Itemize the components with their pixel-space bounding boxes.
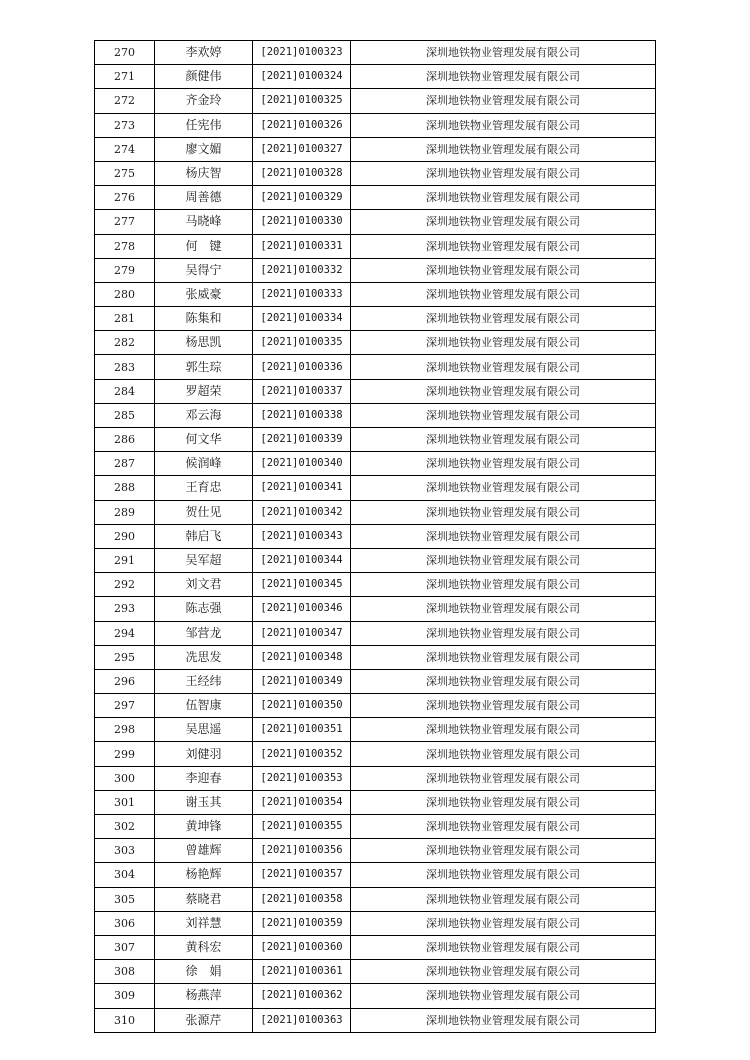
company-name-cell: 深圳地铁物业管理发展有限公司 (351, 597, 656, 621)
person-name-cell: 徐 娟 (155, 960, 253, 984)
table-row (95, 694, 656, 718)
table-row (95, 790, 656, 814)
person-name-cell: 邹营龙 (155, 621, 253, 645)
person-name-cell: 颜健伟 (155, 65, 253, 89)
certificate-number-cell: [2021]0100323 (253, 41, 351, 65)
row-number-cell: 293 (95, 597, 155, 621)
table-row (95, 524, 656, 548)
company-name-cell: 深圳地铁物业管理发展有限公司 (351, 911, 656, 935)
row-number-cell: 292 (95, 573, 155, 597)
company-name-cell: 深圳地铁物业管理发展有限公司 (351, 331, 656, 355)
row-number-cell: 279 (95, 258, 155, 282)
person-name-cell: 李欢婷 (155, 41, 253, 65)
person-name-cell: 杨燕萍 (155, 984, 253, 1008)
certificate-number-cell: [2021]0100330 (253, 210, 351, 234)
company-name-cell: 深圳地铁物业管理发展有限公司 (351, 355, 656, 379)
certificate-number-cell: [2021]0100341 (253, 476, 351, 500)
certificate-number-cell: [2021]0100325 (253, 89, 351, 113)
row-number-cell: 283 (95, 355, 155, 379)
person-name-cell: 廖文媚 (155, 137, 253, 161)
company-name-cell: 深圳地铁物业管理发展有限公司 (351, 984, 656, 1008)
company-name-cell: 深圳地铁物业管理发展有限公司 (351, 137, 656, 161)
person-name-cell: 黄科宏 (155, 935, 253, 959)
certificate-number-cell: [2021]0100354 (253, 790, 351, 814)
company-name-cell: 深圳地铁物业管理发展有限公司 (351, 742, 656, 766)
row-number-cell: 286 (95, 428, 155, 452)
row-number-cell: 282 (95, 331, 155, 355)
table-row (95, 742, 656, 766)
certificate-number-cell: [2021]0100342 (253, 500, 351, 524)
person-name-cell: 曾雄辉 (155, 839, 253, 863)
row-number-cell: 306 (95, 911, 155, 935)
certificate-number-cell: [2021]0100338 (253, 403, 351, 427)
person-name-cell: 陈集和 (155, 307, 253, 331)
row-number-cell: 285 (95, 403, 155, 427)
person-name-cell: 黄坤锋 (155, 815, 253, 839)
row-number-cell: 289 (95, 500, 155, 524)
company-name-cell: 深圳地铁物业管理发展有限公司 (351, 161, 656, 185)
company-name-cell: 深圳地铁物业管理发展有限公司 (351, 307, 656, 331)
person-name-cell: 张源芹 (155, 1008, 253, 1032)
table-row (95, 815, 656, 839)
row-number-cell: 300 (95, 766, 155, 790)
table-row (95, 186, 656, 210)
company-name-cell: 深圳地铁物业管理发展有限公司 (351, 1008, 656, 1032)
row-number-cell: 307 (95, 935, 155, 959)
table-row (95, 597, 656, 621)
table-row (95, 210, 656, 234)
row-number-cell: 290 (95, 524, 155, 548)
table-row (95, 41, 656, 65)
certificate-number-cell: [2021]0100336 (253, 355, 351, 379)
table-row (95, 935, 656, 959)
person-name-cell: 伍智康 (155, 694, 253, 718)
row-number-cell: 309 (95, 984, 155, 1008)
person-name-cell: 刘文君 (155, 573, 253, 597)
table-row (95, 258, 656, 282)
person-name-cell: 罗超荣 (155, 379, 253, 403)
certificate-number-cell: [2021]0100348 (253, 645, 351, 669)
row-number-cell: 295 (95, 645, 155, 669)
row-number-cell: 273 (95, 113, 155, 137)
certificate-number-cell: [2021]0100353 (253, 766, 351, 790)
row-number-cell: 276 (95, 186, 155, 210)
table-row (95, 863, 656, 887)
table-row (95, 573, 656, 597)
person-name-cell: 张威豪 (155, 282, 253, 306)
table-row (95, 984, 656, 1008)
certificate-number-cell: [2021]0100340 (253, 452, 351, 476)
table-row (95, 307, 656, 331)
certificate-number-cell: [2021]0100339 (253, 428, 351, 452)
person-name-cell: 韩启飞 (155, 524, 253, 548)
company-name-cell: 深圳地铁物业管理发展有限公司 (351, 621, 656, 645)
row-number-cell: 296 (95, 669, 155, 693)
table-body (95, 41, 656, 1033)
table-row (95, 428, 656, 452)
row-number-cell: 302 (95, 815, 155, 839)
person-name-cell: 李迎春 (155, 766, 253, 790)
person-name-cell: 任宪伟 (155, 113, 253, 137)
row-number-cell: 303 (95, 839, 155, 863)
row-number-cell: 288 (95, 476, 155, 500)
person-name-cell: 杨庆智 (155, 161, 253, 185)
company-name-cell: 深圳地铁物业管理发展有限公司 (351, 258, 656, 282)
company-name-cell: 深圳地铁物业管理发展有限公司 (351, 839, 656, 863)
certificate-number-cell: [2021]0100344 (253, 548, 351, 572)
row-number-cell: 301 (95, 790, 155, 814)
person-name-cell: 马晓峰 (155, 210, 253, 234)
table-row (95, 403, 656, 427)
person-name-cell: 冼思发 (155, 645, 253, 669)
person-name-cell: 谢玉其 (155, 790, 253, 814)
person-name-cell: 何文华 (155, 428, 253, 452)
person-name-cell: 周善德 (155, 186, 253, 210)
row-number-cell: 280 (95, 282, 155, 306)
person-name-cell: 郭生琮 (155, 355, 253, 379)
company-name-cell: 深圳地铁物业管理发展有限公司 (351, 524, 656, 548)
company-name-cell: 深圳地铁物业管理发展有限公司 (351, 186, 656, 210)
certificate-number-cell: [2021]0100335 (253, 331, 351, 355)
certificate-number-cell: [2021]0100359 (253, 911, 351, 935)
company-name-cell: 深圳地铁物业管理发展有限公司 (351, 669, 656, 693)
company-name-cell: 深圳地铁物业管理发展有限公司 (351, 476, 656, 500)
person-name-cell: 刘祥慧 (155, 911, 253, 935)
certificate-number-cell: [2021]0100361 (253, 960, 351, 984)
company-name-cell: 深圳地铁物业管理发展有限公司 (351, 548, 656, 572)
certificate-number-cell: [2021]0100351 (253, 718, 351, 742)
table-row (95, 161, 656, 185)
table-row (95, 137, 656, 161)
table-row (95, 669, 656, 693)
company-name-cell: 深圳地铁物业管理发展有限公司 (351, 573, 656, 597)
table-row (95, 113, 656, 137)
certificate-number-cell: [2021]0100347 (253, 621, 351, 645)
person-name-cell: 蔡晓君 (155, 887, 253, 911)
certificate-number-cell: [2021]0100355 (253, 815, 351, 839)
table-row (95, 282, 656, 306)
certificate-number-cell: [2021]0100360 (253, 935, 351, 959)
company-name-cell: 深圳地铁物业管理发展有限公司 (351, 379, 656, 403)
certificate-number-cell: [2021]0100324 (253, 65, 351, 89)
certificate-number-cell: [2021]0100363 (253, 1008, 351, 1032)
company-name-cell: 深圳地铁物业管理发展有限公司 (351, 282, 656, 306)
company-name-cell: 深圳地铁物业管理发展有限公司 (351, 210, 656, 234)
certificate-number-cell: [2021]0100352 (253, 742, 351, 766)
row-number-cell: 305 (95, 887, 155, 911)
certificate-number-cell: [2021]0100334 (253, 307, 351, 331)
row-number-cell: 271 (95, 65, 155, 89)
person-name-cell: 吴军超 (155, 548, 253, 572)
row-number-cell: 275 (95, 161, 155, 185)
company-name-cell: 深圳地铁物业管理发展有限公司 (351, 452, 656, 476)
row-number-cell: 291 (95, 548, 155, 572)
table-row (95, 355, 656, 379)
person-name-cell: 何 键 (155, 234, 253, 258)
row-number-cell: 310 (95, 1008, 155, 1032)
company-name-cell: 深圳地铁物业管理发展有限公司 (351, 815, 656, 839)
table-row (95, 839, 656, 863)
table-row (95, 331, 656, 355)
table-row (95, 476, 656, 500)
row-number-cell: 304 (95, 863, 155, 887)
company-name-cell: 深圳地铁物业管理发展有限公司 (351, 403, 656, 427)
row-number-cell: 308 (95, 960, 155, 984)
certificate-number-cell: [2021]0100333 (253, 282, 351, 306)
person-name-cell: 邓云海 (155, 403, 253, 427)
row-number-cell: 297 (95, 694, 155, 718)
person-name-cell: 杨艳辉 (155, 863, 253, 887)
person-name-cell: 刘健羽 (155, 742, 253, 766)
table-row (95, 89, 656, 113)
document-page (94, 40, 655, 1033)
person-name-cell: 陈志强 (155, 597, 253, 621)
company-name-cell: 深圳地铁物业管理发展有限公司 (351, 694, 656, 718)
company-name-cell: 深圳地铁物业管理发展有限公司 (351, 65, 656, 89)
table-row (95, 65, 656, 89)
row-number-cell: 284 (95, 379, 155, 403)
certificate-number-cell: [2021]0100329 (253, 186, 351, 210)
certificate-number-cell: [2021]0100346 (253, 597, 351, 621)
table-row (95, 887, 656, 911)
certificate-number-cell: [2021]0100349 (253, 669, 351, 693)
table-row (95, 718, 656, 742)
certificate-number-cell: [2021]0100356 (253, 839, 351, 863)
table-row (95, 911, 656, 935)
certificate-number-cell: [2021]0100362 (253, 984, 351, 1008)
certificate-number-cell: [2021]0100326 (253, 113, 351, 137)
company-name-cell: 深圳地铁物业管理发展有限公司 (351, 766, 656, 790)
company-name-cell: 深圳地铁物业管理发展有限公司 (351, 863, 656, 887)
company-name-cell: 深圳地铁物业管理发展有限公司 (351, 500, 656, 524)
table-row (95, 1008, 656, 1032)
company-name-cell: 深圳地铁物业管理发展有限公司 (351, 960, 656, 984)
table-row (95, 645, 656, 669)
person-name-cell: 齐金玲 (155, 89, 253, 113)
table-row (95, 548, 656, 572)
certificate-number-cell: [2021]0100343 (253, 524, 351, 548)
certificate-number-cell: [2021]0100331 (253, 234, 351, 258)
company-name-cell: 深圳地铁物业管理发展有限公司 (351, 887, 656, 911)
table-row (95, 452, 656, 476)
table-row (95, 766, 656, 790)
table-row (95, 234, 656, 258)
person-name-cell: 吴得宁 (155, 258, 253, 282)
row-number-cell: 294 (95, 621, 155, 645)
company-name-cell: 深圳地铁物业管理发展有限公司 (351, 234, 656, 258)
company-name-cell: 深圳地铁物业管理发展有限公司 (351, 790, 656, 814)
company-name-cell: 深圳地铁物业管理发展有限公司 (351, 645, 656, 669)
person-name-cell: 王育忠 (155, 476, 253, 500)
company-name-cell: 深圳地铁物业管理发展有限公司 (351, 41, 656, 65)
certificate-number-cell: [2021]0100328 (253, 161, 351, 185)
row-number-cell: 299 (95, 742, 155, 766)
certificate-number-cell: [2021]0100358 (253, 887, 351, 911)
company-name-cell: 深圳地铁物业管理发展有限公司 (351, 113, 656, 137)
row-number-cell: 272 (95, 89, 155, 113)
certificate-number-cell: [2021]0100357 (253, 863, 351, 887)
person-name-cell: 候润峰 (155, 452, 253, 476)
certificate-number-cell: [2021]0100350 (253, 694, 351, 718)
company-name-cell: 深圳地铁物业管理发展有限公司 (351, 428, 656, 452)
table-row (95, 500, 656, 524)
table-row (95, 621, 656, 645)
certificate-roster-table (94, 40, 656, 1033)
person-name-cell: 贺仕见 (155, 500, 253, 524)
company-name-cell: 深圳地铁物业管理发展有限公司 (351, 718, 656, 742)
table-row (95, 960, 656, 984)
certificate-number-cell: [2021]0100337 (253, 379, 351, 403)
certificate-number-cell: [2021]0100327 (253, 137, 351, 161)
certificate-number-cell: [2021]0100345 (253, 573, 351, 597)
table-row (95, 379, 656, 403)
company-name-cell: 深圳地铁物业管理发展有限公司 (351, 89, 656, 113)
row-number-cell: 287 (95, 452, 155, 476)
company-name-cell: 深圳地铁物业管理发展有限公司 (351, 935, 656, 959)
row-number-cell: 274 (95, 137, 155, 161)
row-number-cell: 270 (95, 41, 155, 65)
person-name-cell: 吴思遥 (155, 718, 253, 742)
row-number-cell: 277 (95, 210, 155, 234)
person-name-cell: 杨思凯 (155, 331, 253, 355)
person-name-cell: 王经纬 (155, 669, 253, 693)
row-number-cell: 278 (95, 234, 155, 258)
row-number-cell: 298 (95, 718, 155, 742)
certificate-number-cell: [2021]0100332 (253, 258, 351, 282)
row-number-cell: 281 (95, 307, 155, 331)
